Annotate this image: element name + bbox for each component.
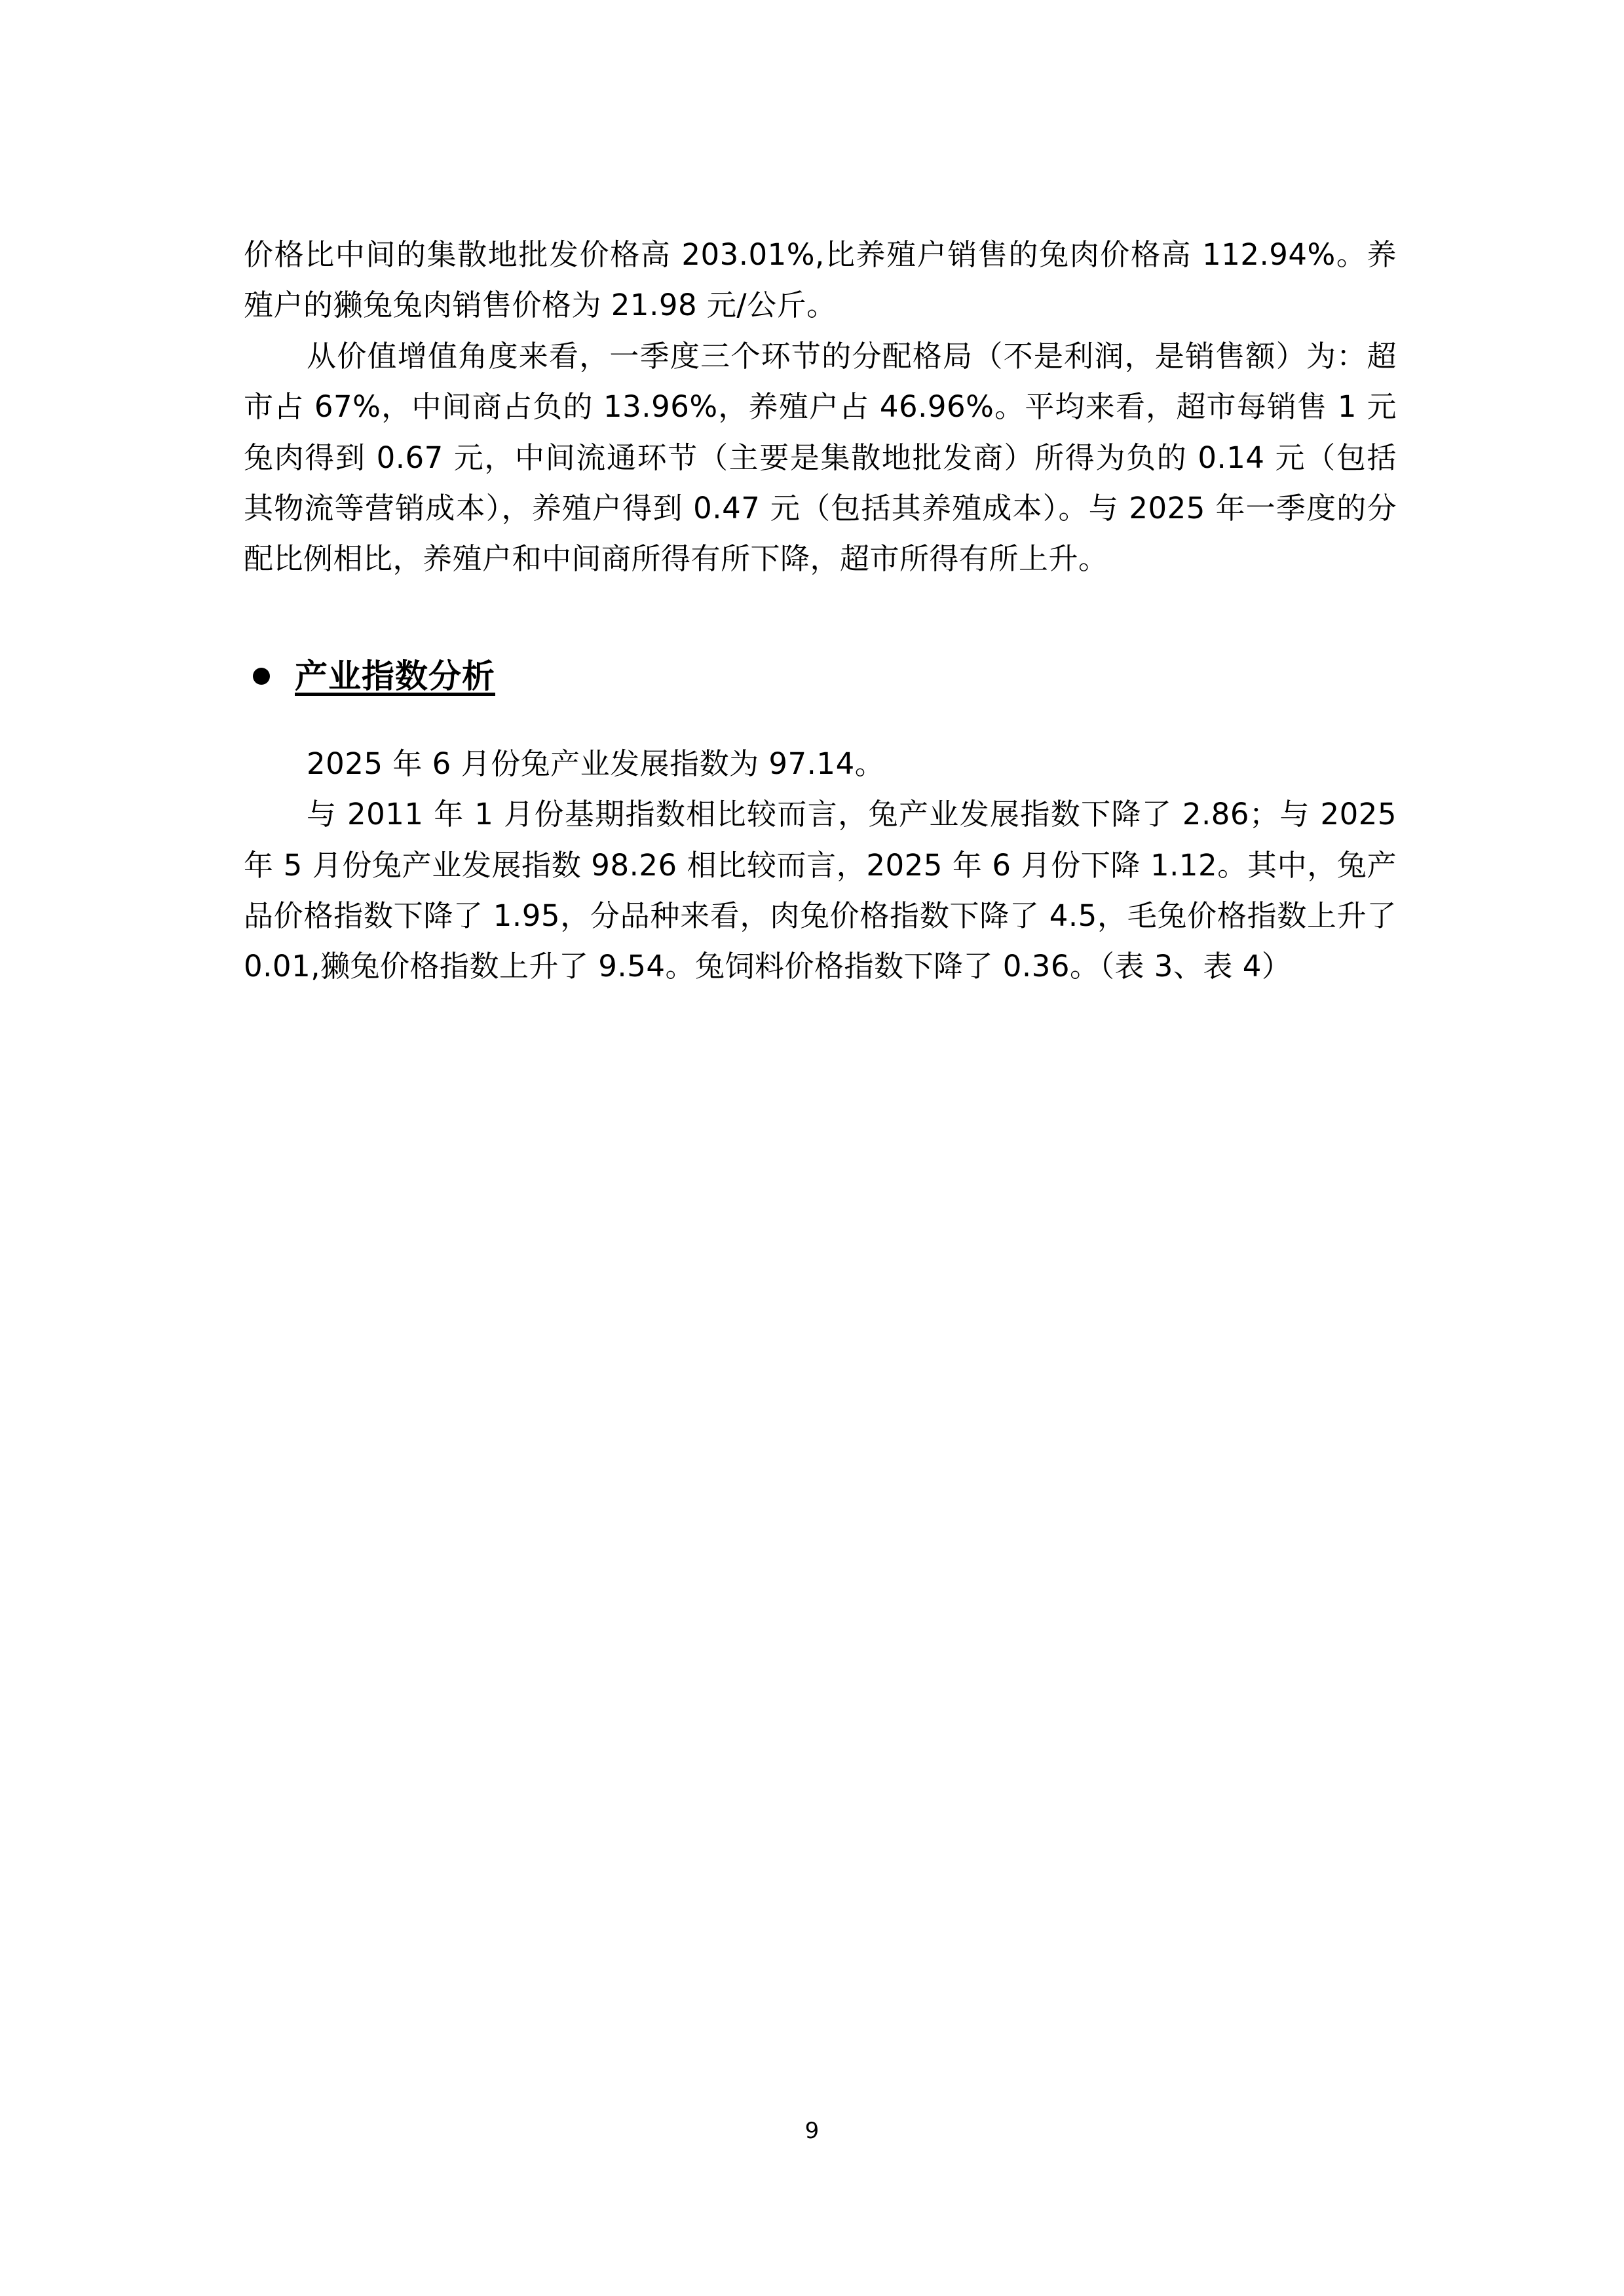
intro-paragraphs bbox=[244, 229, 1397, 584]
paragraph-index-detail: 与 2011 年 1 月份基期指数相比较而言，兔产业发展指数下降了 2.86；与 2025 年 5 月份兔产业发展指数 98.26 相比较而言，2025 年 6 月份下降 1.12。其中，兔产品价格指数下降了 1.95，分品种来看，肉兔价格指数下降了 4.5，毛兔价格指数上升了 0.01,獭兔价格指数上升了 9.54。兔饲料价格指数下降了 0.36。（表 3、表 4） bbox=[244, 797, 1397, 984]
section-paragraphs bbox=[244, 738, 1397, 992]
paragraph-price-comparison: 价格比中间的集散地批发价格高 203.01%,比养殖户销售的兔肉价格高 112.94%。养殖户的獭兔兔肉销售价格为 21.98 元/公斤。 bbox=[244, 237, 1397, 323]
paragraph-value-distribution: 从价值增值角度来看，一季度三个环节的分配格局（不是利润，是销售额）为：超市占 67%，中间商占负的 13.96%，养殖户占 46.96%。平均来看，超市每销售 1 元兔肉得到 0.67 元，中间流通环节（主要是集散地批发商）所得为负的 0.14 元（包括其物流等营销成本），养殖户得到 0.47 元（包括其养殖成本）。与 2025 年一季度的分配比例相比，养殖户和中间商所得有所下降，超市所得有所上升。 bbox=[244, 338, 1397, 577]
page-number: 9 bbox=[804, 2118, 820, 2144]
section-heading-industry-index bbox=[244, 655, 1397, 698]
page-content bbox=[244, 229, 1397, 992]
paragraph-index-value: 2025 年 6 月份兔产业发展指数为 97.14。 bbox=[307, 746, 885, 781]
bullet-icon bbox=[253, 668, 270, 685]
section-title-text: 产业指数分析 bbox=[295, 657, 495, 695]
